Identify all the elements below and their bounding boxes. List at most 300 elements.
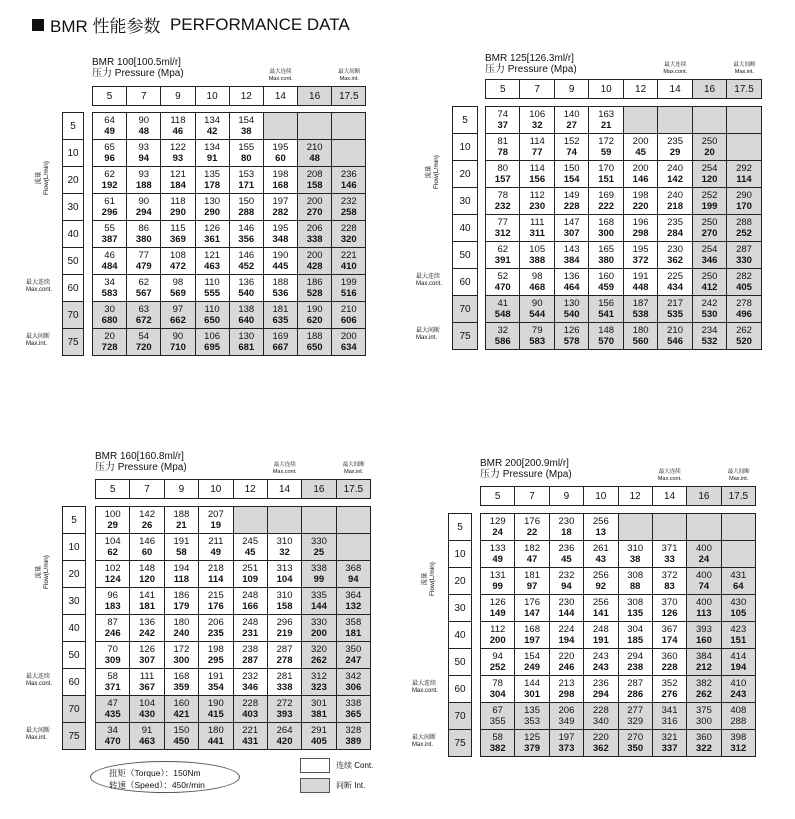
speed-value: 284 [667, 228, 683, 239]
pressure-cell: 14 [652, 487, 686, 506]
max-cont-row-label [416, 274, 442, 288]
speed-value: 157 [494, 174, 511, 185]
torque-value: 321 [661, 732, 678, 743]
max-cont-header-en: Max.cont. [657, 475, 682, 482]
pressure-cell: 10 [589, 80, 623, 99]
torque-value: 191 [173, 536, 190, 547]
torque-value: 148 [139, 563, 155, 574]
table-row [486, 134, 762, 161]
data-cell [298, 302, 332, 329]
torque-value: 196 [632, 217, 649, 228]
pressure-cell: 7 [515, 487, 549, 506]
torque-value: 281 [276, 671, 293, 682]
speed-value: 97 [526, 581, 538, 592]
speed-value: 192 [101, 180, 118, 191]
speed-value: 435 [104, 709, 121, 720]
flow-label-cn: 流量 [421, 572, 428, 586]
data-cell [618, 649, 652, 676]
speed-value: 294 [592, 689, 609, 700]
data-cell [549, 568, 583, 595]
data-cell [164, 507, 198, 534]
speed-value: 45 [561, 554, 572, 565]
speed-value: 367 [139, 682, 155, 693]
max-int-header-cn: 最大间断 [342, 462, 365, 468]
flow-cell: 5 [453, 107, 478, 134]
speed-value: 232 [494, 201, 511, 212]
speed-value: 384 [563, 255, 580, 266]
pressure-cell: 9 [549, 487, 583, 506]
data-cell [515, 595, 549, 622]
speed-value: 113 [696, 608, 712, 619]
data-cell [652, 649, 686, 676]
data-cell [692, 134, 726, 161]
data-cell [164, 723, 198, 750]
torque-value: 234 [701, 325, 718, 336]
data-cell [195, 140, 229, 167]
data-cell [618, 676, 652, 703]
speed-value: 470 [494, 282, 511, 293]
speed-value: 620 [306, 315, 323, 326]
speed-value: 359 [173, 682, 190, 693]
empty-cell [233, 507, 267, 534]
torque-value: 46 [104, 250, 115, 261]
table-row [486, 269, 762, 296]
flow-cell: 10 [63, 140, 84, 167]
speed-value: 252 [736, 228, 752, 239]
speed-value: 298 [632, 228, 649, 239]
torque-value: 78 [497, 190, 509, 201]
data-cell [336, 615, 370, 642]
flow-cell: 40 [63, 221, 84, 248]
speed-value: 22 [526, 527, 538, 538]
torque-value: 220 [592, 732, 609, 743]
speed-value: 166 [242, 601, 259, 612]
torque-value: 79 [531, 325, 543, 336]
max-cont-row-label [412, 681, 438, 695]
data-cell [652, 676, 686, 703]
data-cell [692, 269, 726, 296]
pressure-cell: 17.5 [727, 80, 762, 99]
data-cell [652, 622, 686, 649]
pressure-cell: 17.5 [336, 480, 370, 499]
speed-value: 586 [494, 336, 511, 347]
data-cell [520, 269, 554, 296]
speed-value: 243 [730, 689, 747, 700]
data-cell [164, 642, 198, 669]
speed-value: 428 [306, 261, 323, 272]
data-cell [618, 541, 652, 568]
speed-value: 728 [101, 342, 118, 353]
torque-value: 272 [276, 698, 293, 709]
speed-value: 282 [272, 207, 289, 218]
data-cell [233, 588, 267, 615]
data-cell [302, 696, 336, 723]
torque-value: 200 [306, 196, 323, 207]
data-cell [298, 194, 332, 221]
empty-cell [687, 514, 721, 541]
data-cell [93, 221, 127, 248]
torque-value: 163 [598, 109, 615, 120]
data-cell [130, 561, 164, 588]
speed-value: 247 [345, 655, 362, 666]
data-cell [549, 622, 583, 649]
flow-cell: 30 [63, 194, 84, 221]
data-cell [199, 615, 233, 642]
speed-value: 13 [595, 527, 607, 538]
speed-value: 420 [276, 736, 293, 747]
torque-value: 168 [173, 671, 190, 682]
max-int-header-cn: 最大间断 [733, 62, 756, 68]
max-int-row-label-en: Max.int. [26, 735, 48, 741]
speed-value: 520 [736, 336, 752, 347]
data-cell [549, 541, 583, 568]
data-cell [298, 140, 332, 167]
data-cell [481, 514, 515, 541]
pressure-cell: 5 [486, 80, 520, 99]
torque-value: 190 [207, 698, 224, 709]
data-cell [96, 615, 130, 642]
data-cell [623, 242, 657, 269]
torque-value: 130 [204, 196, 221, 207]
max-cont-header-en: Max.cont. [268, 75, 293, 82]
max-int-row-label [26, 728, 50, 742]
torque-value: 93 [138, 142, 150, 153]
flow-cell: 50 [63, 248, 84, 275]
speed-value: 516 [340, 288, 357, 299]
torque-value: 287 [627, 678, 644, 689]
data-cell [727, 323, 762, 350]
data-cell [96, 507, 130, 534]
torque-value: 111 [529, 217, 545, 228]
flow-cell: 70 [453, 296, 478, 323]
speed-value: 32 [279, 547, 290, 558]
table-row [486, 161, 762, 188]
pressure-cell: 9 [161, 87, 195, 106]
torque-value: 150 [173, 725, 190, 736]
speed-value: 548 [494, 309, 511, 320]
torque-value: 240 [667, 163, 683, 174]
speed-value: 246 [104, 628, 121, 639]
torque-value: 198 [632, 190, 649, 201]
empty-cell [623, 107, 657, 134]
speed-value: 536 [272, 288, 289, 299]
speed-value: 144 [311, 601, 327, 612]
torque-value: 47 [107, 698, 118, 709]
model-name: BMR 160[160.8ml/r] [95, 451, 184, 462]
torque-value: 232 [340, 196, 357, 207]
pressure-label: 压力 Pressure (Mpa) [95, 462, 187, 473]
performance-table [485, 106, 762, 350]
torque-value: 187 [632, 298, 649, 309]
speed-value: 160 [696, 635, 712, 646]
flow-cell: 30 [453, 188, 478, 215]
speed-value: 219 [276, 628, 293, 639]
table-row [481, 568, 756, 595]
data-cell [332, 329, 366, 356]
speed-value: 354 [207, 682, 224, 693]
torque-value: 108 [170, 250, 186, 261]
speed-value: 220 [632, 201, 649, 212]
data-cell [161, 113, 195, 140]
torque-value: 236 [558, 543, 575, 554]
data-cell [267, 642, 301, 669]
data-cell [584, 622, 618, 649]
torque-value: 168 [524, 624, 540, 635]
speed-value: 353 [524, 716, 540, 727]
empty-cell [336, 507, 370, 534]
speed-value: 381 [311, 709, 327, 720]
data-cell [727, 188, 762, 215]
flow-cell: 20 [63, 561, 86, 588]
speed-value: 393 [276, 709, 293, 720]
torque-value: 61 [104, 196, 115, 207]
data-cell [520, 188, 554, 215]
torque-value: 67 [492, 705, 503, 716]
max-cont-row-label [26, 280, 52, 294]
max-int-row-label [412, 735, 436, 749]
max-int-header [334, 462, 374, 475]
title-en: PERFORMANCE DATA [169, 14, 350, 34]
pressure-cell: 16 [692, 80, 726, 99]
speed-value: 141 [592, 608, 609, 619]
data-cell [127, 275, 161, 302]
speed-value: 74 [566, 147, 577, 158]
torque-value: 398 [730, 732, 747, 743]
speed-value: 338 [306, 234, 323, 245]
data-cell [486, 242, 520, 269]
torque-value: 190 [306, 304, 323, 315]
data-cell [229, 221, 263, 248]
torque-value: 262 [736, 325, 752, 336]
data-cell [96, 696, 130, 723]
speed-value: 45 [244, 547, 256, 558]
data-cell [302, 534, 336, 561]
pressure-header-row [480, 486, 756, 506]
speed-value: 42 [206, 126, 218, 137]
data-cell [721, 568, 755, 595]
torque-value: 232 [242, 671, 259, 682]
torque-value: 182 [524, 543, 540, 554]
speed-value: 60 [275, 153, 286, 164]
performance-table [95, 506, 371, 750]
data-cell [263, 221, 297, 248]
table-row [481, 703, 756, 730]
data-cell [515, 676, 549, 703]
speed-value: 156 [529, 174, 546, 185]
torque-value: 291 [311, 725, 327, 736]
speed-value: 21 [600, 120, 612, 131]
flow-cell: 5 [63, 507, 86, 534]
speed-value: 38 [240, 126, 252, 137]
torque-value: 104 [104, 536, 121, 547]
title-square-icon [32, 19, 44, 31]
torque-value: 91 [141, 725, 153, 736]
speed-value: 356 [238, 234, 255, 245]
data-cell [589, 215, 623, 242]
torque-value: 129 [489, 516, 506, 527]
torque-value: 160 [598, 271, 615, 282]
data-cell [233, 669, 267, 696]
speed-value: 472 [170, 261, 186, 272]
torque-value: 312 [311, 671, 327, 682]
table-row [93, 248, 366, 275]
speed-value: 445 [272, 261, 289, 272]
torque-value: 130 [563, 298, 580, 309]
data-cell [161, 194, 195, 221]
max-int-header-cn: 最大间断 [338, 69, 361, 75]
torque-value: 150 [238, 196, 255, 207]
flow-cell: 50 [63, 642, 86, 669]
data-cell [267, 561, 301, 588]
data-cell [336, 642, 370, 669]
speed-value: 176 [207, 601, 224, 612]
torque-value: 172 [173, 644, 190, 655]
torque-value: 105 [529, 244, 546, 255]
torque-value: 180 [207, 725, 224, 736]
speed-value: 262 [311, 655, 327, 666]
empty-cell [652, 514, 686, 541]
torque-value: 168 [598, 217, 615, 228]
title-cn: BMR 性能参数 [50, 17, 161, 36]
speed-value: 25 [313, 547, 325, 558]
torque-value: 186 [306, 277, 323, 288]
torque-value: 136 [563, 271, 580, 282]
torque-value: 41 [497, 298, 509, 309]
data-cell [584, 541, 618, 568]
torque-value: 342 [345, 671, 362, 682]
speed-value: 387 [101, 234, 118, 245]
speed-value: 27 [566, 120, 577, 131]
data-cell [692, 296, 726, 323]
data-cell [93, 248, 127, 275]
speed-value: 114 [208, 574, 224, 585]
torque-value: 125 [524, 732, 540, 743]
speed-value: 710 [170, 342, 186, 353]
max-int-header [725, 62, 765, 75]
speed-value: 47 [526, 554, 538, 565]
speed-value: 672 [135, 315, 152, 326]
max-int-row-label-en: Max.int. [416, 335, 438, 341]
speed-value: 183 [104, 601, 121, 612]
torque-value: 81 [497, 136, 509, 147]
torque-value: 169 [272, 331, 289, 342]
torque-value: 126 [139, 644, 155, 655]
data-cell [692, 188, 726, 215]
data-cell [199, 642, 233, 669]
data-cell [161, 329, 195, 356]
flow-cell: 75 [63, 723, 86, 750]
data-cell [195, 248, 229, 275]
table-row [93, 194, 366, 221]
data-cell [336, 669, 370, 696]
speed-value: 48 [309, 153, 320, 164]
data-cell [486, 134, 520, 161]
speed-value: 479 [135, 261, 152, 272]
data-cell [584, 595, 618, 622]
data-cell [302, 669, 336, 696]
speed-value: 316 [661, 716, 678, 727]
pressure-header-row [92, 86, 366, 106]
speed-value: 83 [664, 581, 675, 592]
speed-value: 184 [170, 180, 186, 191]
table-row [93, 302, 366, 329]
data-cell [589, 269, 623, 296]
torque-value: 142 [139, 509, 155, 520]
speed-value: 583 [101, 288, 118, 299]
data-cell [195, 329, 229, 356]
max-cont-header-cn: 最大连续 [658, 469, 681, 475]
speed-value: 200 [489, 635, 506, 646]
data-cell [93, 113, 127, 140]
data-cell [623, 296, 657, 323]
pressure-label: 压力 Pressure (Mpa) [485, 64, 577, 75]
speed-value: 74 [698, 581, 710, 592]
data-cell [263, 167, 297, 194]
speed-value: 231 [242, 628, 259, 639]
torque-value: 160 [173, 698, 190, 709]
model-name: BMR 200[200.9ml/r] [480, 458, 569, 469]
data-cell [486, 215, 520, 242]
table-row [486, 188, 762, 215]
table-row [96, 696, 371, 723]
data-cell [199, 669, 233, 696]
speed-value: 464 [563, 282, 580, 293]
data-cell [267, 615, 301, 642]
data-cell [589, 188, 623, 215]
speed-value: 578 [563, 336, 580, 347]
data-cell [96, 534, 130, 561]
empty-cell [658, 107, 692, 134]
flow-label-cn: 流量 [35, 171, 42, 185]
torque-value: 96 [107, 590, 118, 601]
speed-value: 450 [173, 736, 190, 747]
empty-cell [727, 134, 762, 161]
data-cell [481, 649, 515, 676]
max-int-row-label-cn: 最大间断 [416, 328, 441, 334]
torque-value: 245 [242, 536, 259, 547]
speed-value: 91 [206, 153, 218, 164]
speed-value: 243 [592, 662, 609, 673]
speed-value: 369 [170, 234, 186, 245]
max-cont-header [261, 69, 301, 82]
data-cell [486, 269, 520, 296]
data-cell [623, 161, 657, 188]
torque-value: 195 [272, 142, 289, 153]
torque-value: 251 [242, 563, 259, 574]
torque-value: 106 [204, 331, 221, 342]
torque-value: 197 [558, 732, 575, 743]
speed-value: 307 [563, 228, 580, 239]
data-cell [332, 194, 366, 221]
speed-value: 154 [563, 174, 580, 185]
speed-value: 99 [492, 581, 503, 592]
speed-value: 99 [313, 574, 325, 585]
torque-value: 238 [242, 644, 259, 655]
pressure-cell: 14 [263, 87, 297, 106]
speed-value: 120 [701, 174, 718, 185]
speed-value: 62 [107, 547, 118, 558]
flow-cell: 50 [449, 649, 472, 676]
speed-value: 246 [558, 662, 575, 673]
speed-value: 151 [598, 174, 615, 185]
torque-value: 131 [489, 570, 506, 581]
speed-text: 转速（Speed）：450r/min [109, 780, 205, 790]
torque-value: 384 [696, 651, 712, 662]
pressure-cell: 14 [658, 80, 692, 99]
speed-value: 46 [172, 126, 184, 137]
speed-value: 452 [238, 261, 255, 272]
torque-value: 207 [207, 509, 224, 520]
